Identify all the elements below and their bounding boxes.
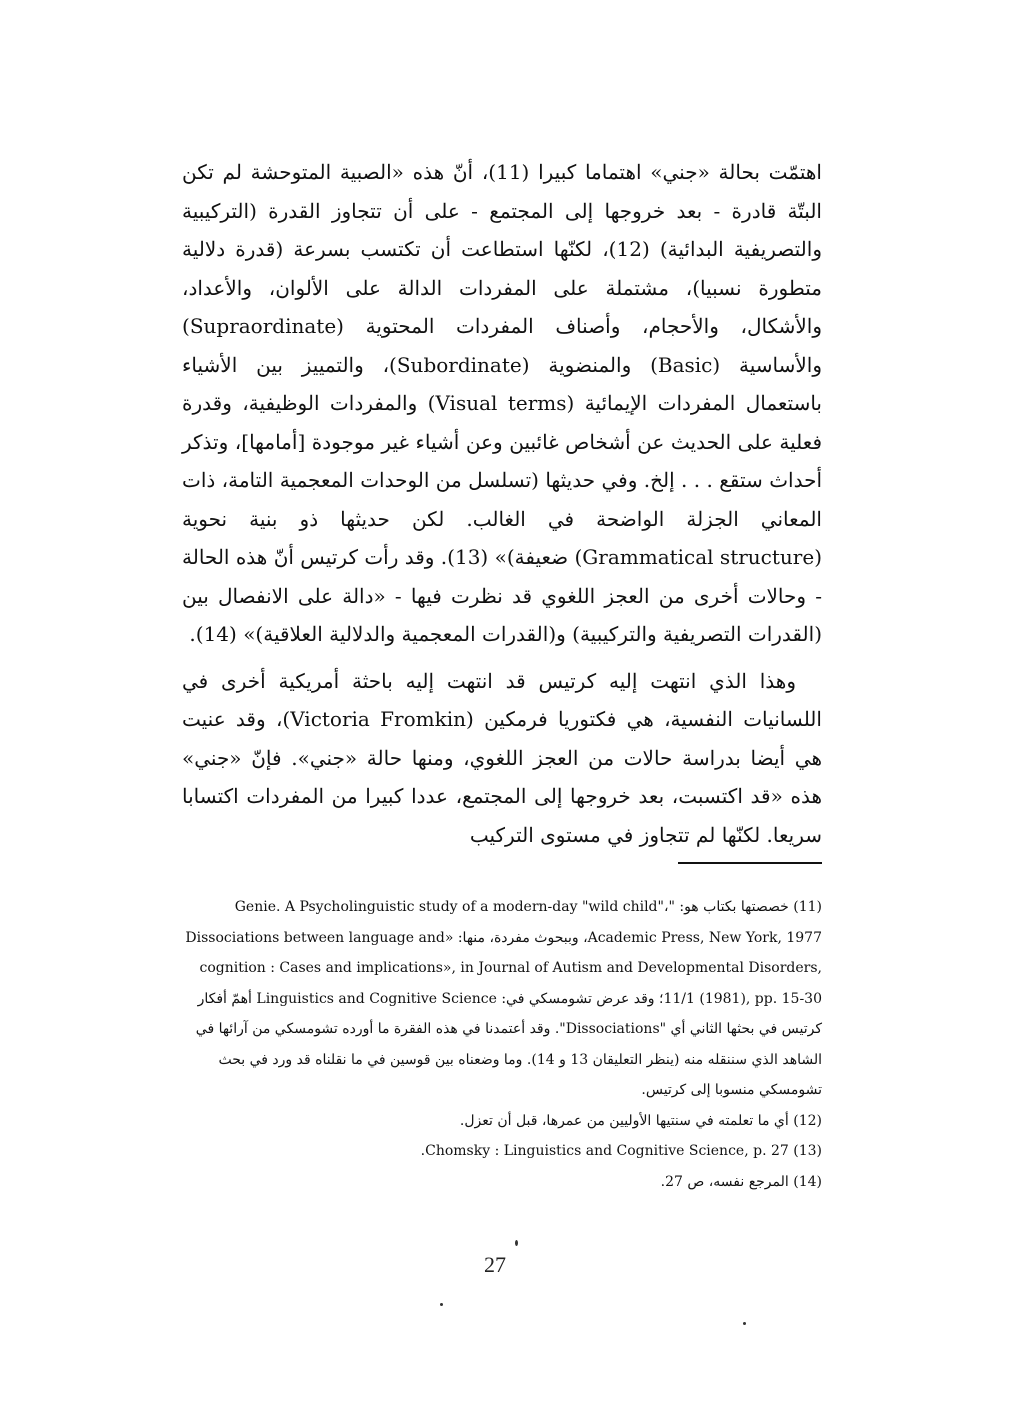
footnote-12 (170, 1106, 822, 1137)
footnote-number: (13) (793, 1143, 822, 1159)
footnote-number: (12) (793, 1112, 822, 1129)
body-paragraph-1: اهتمّت بحالة «جني» اهتماما كبيرا (11)، أنّ هذه «الصبية المتوحشة لم تكن البتّة قادرة - بعد خروجها إلى المجتمع - على أن تتجاوز القدرة (التركيبية والتصريفية البدائية) (12)، لكنّها استطاعت أن تكتسب بسرعة (قدرة دلالية متطورة نسبيا)، مشتملة على المفردات الدالة على الألوان، والأعداد، والأشكال، والأحجام، وأصناف المفردات المحتوية (Supraordinate) والأساسية (Basic) والمنضوية (Subordinate)، والتمييز بين الأشياء باستعمال المفردات الإيمائية (Visual terms) والمفردات الوظيفية، وقدرة فعلية على الحديث عن أشخاص غائبين وعن أشياء غير موجودة [أمامها]، وتذكر أحداث ستقع . . . إلخ. وفي حديثها (تسلسل من الوحدات المعجمية التامة، ذات المعاني الجزلة الواضحة في الغالب. لكن حديثها ذو بنية نحوية (Grammatical structure) ضعيفة)» (13). وقد رأت كرتيس أنّ هذه الحالة - وحالات أخرى من العجز اللغوي قد نظرت فيها - «دالة على الانفصال بين (القدرات التصريفية والتركيبية) و(القدرات المعجمية والدلالية العلاقية)» (14). (182, 160, 822, 646)
footnote-text: المرجع نفسه، ص 27. (660, 1173, 789, 1190)
scan-speck (515, 1240, 518, 1246)
footnote-text: خصصتها بكتاب هو: "Genie. A Psycholinguistic study of a modern-day "wild child"، Academic Press, New York, 1977، وببحوث مفردة، منها: «Dissociations between language and cognition : Cases and implications», in Journal of Autism and Developmental Disorders, 11/1 (1981), pp. 15-30؛ وقد عرض تشومسكي في: Linguistics and Cognitive Science أهمّ أفكار كرتيس في بحثها الثاني أي "Dissociations". وقد أعتمدنا في هذه الفقرة ما أورده تشومسكي من آرائها في الشاهد الذي سننقله منه (ينظر التعليقان 13 و 14). وما وضعناه بين قوسين في ما نقلناه قد ورد في بحث تشومسكي منسوبا إلى كرتيس. (185, 899, 822, 1098)
footnote-text: Chomsky : Linguistics and Cognitive Science, p. 27. (420, 1143, 789, 1159)
main-text (182, 153, 822, 854)
footnote-text: أي ما تعلمته في سنتيها الأوليين من عمرها، قبل أن تعزل. (459, 1112, 789, 1129)
footnotes (170, 892, 822, 1197)
footnote-number: (14) (793, 1173, 822, 1190)
footnote-14 (170, 1167, 822, 1198)
footnote-separator (678, 862, 822, 864)
page-number: 27 (484, 1252, 506, 1277)
footnote-number: (11) (793, 899, 822, 915)
scan-speck (743, 1322, 746, 1325)
scan-speck (440, 1303, 443, 1306)
body-paragraph-2: وهذا الذي انتهت إليه كرتيس قد انتهت إليه باحثة أمريكية أخرى في اللسانيات النفسية، هي فكتوريا فرمكين (Victoria Fromkin)، وقد عنيت هي أيضا بدراسة حالات من العجز اللغوي، ومنها حالة «جني». فإنّ «جني» هذه «قد اكتسبت، بعد خروجها إلى المجتمع، عددا كبيرا من المفردات اكتسابا سريعا. لكنّها لم تتجاوز في مستوى التركيب (182, 668, 822, 847)
footnote-13 (170, 1136, 822, 1167)
footnote-11 (170, 892, 822, 1106)
